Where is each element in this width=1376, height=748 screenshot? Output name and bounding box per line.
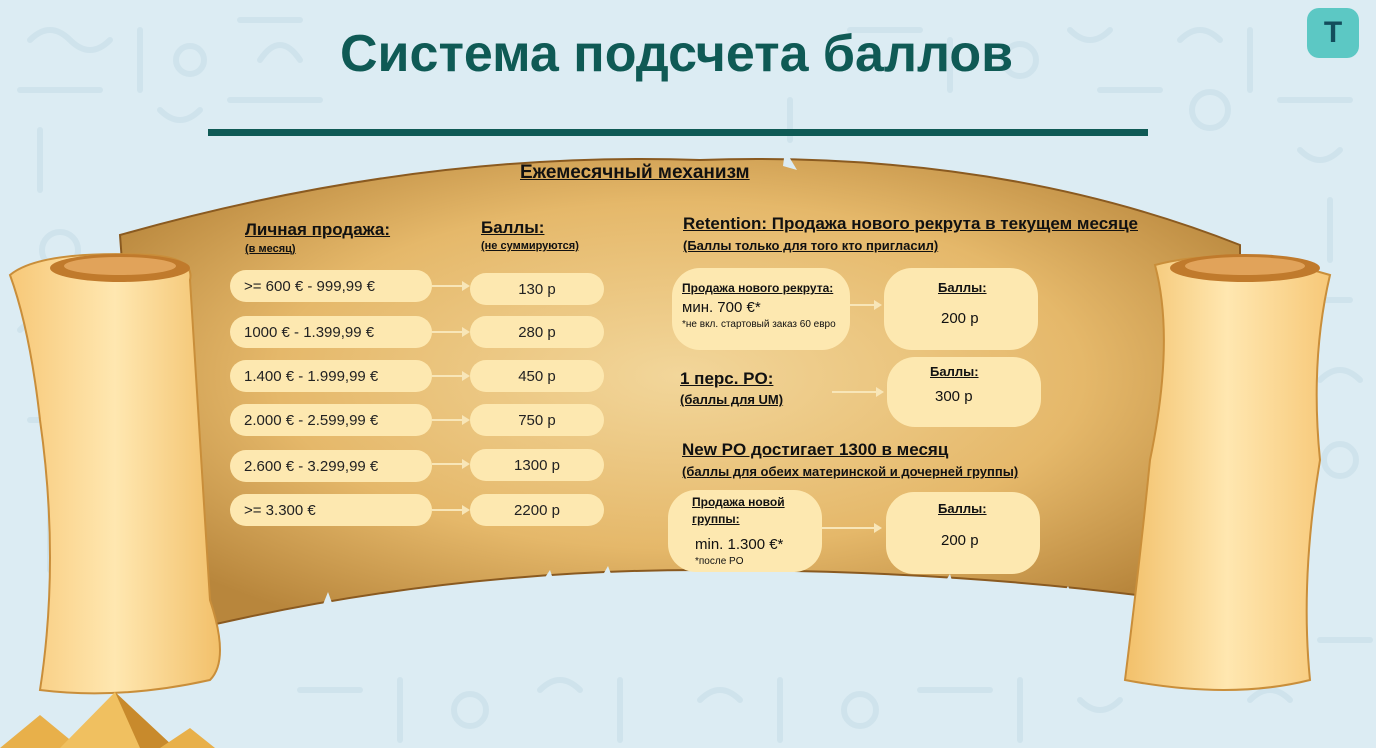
arrow-icon: [850, 304, 880, 306]
points-pill: 130 р: [470, 273, 604, 305]
sales-range-pill: 1.400 € - 1.999,99 €: [230, 360, 432, 392]
group-points-value: 200 р: [941, 532, 979, 549]
arrow-icon: [832, 391, 882, 393]
po-subtitle: (баллы для UM): [680, 392, 784, 407]
po-points-box: [887, 357, 1041, 427]
sales-range-pill: 2.000 € - 2.599,99 €: [230, 404, 432, 436]
arrow-icon: [432, 375, 468, 377]
arrow-icon: [432, 509, 468, 511]
group-box-note: *после PO: [695, 556, 744, 567]
group-box-value: min. 1.300 €*: [695, 536, 784, 553]
recruit-points-label: Баллы:: [938, 280, 987, 295]
po-points-value: 300 р: [935, 388, 973, 405]
group-points-box: [886, 492, 1040, 574]
group-box-title-1: Продажа новой: [692, 495, 785, 509]
retention-subtitle: (Баллы только для того кто пригласил): [683, 238, 939, 253]
recruit-box-title: Продажа нового рекрута:: [682, 281, 834, 295]
arrow-icon: [432, 331, 468, 333]
retention-title: Retention: Продажа нового рекрута в текущем месяце: [683, 214, 1138, 233]
points-pill: 450 р: [470, 360, 604, 392]
logo: [1307, 8, 1359, 58]
recruit-points-value: 200 р: [941, 310, 979, 327]
points-pill: 750 р: [470, 404, 604, 436]
po-title: 1 перс. PO:: [680, 369, 774, 388]
recruit-box-value: мин. 700 €*: [682, 299, 761, 316]
arrow-icon: [432, 419, 468, 421]
sales-range-pill: 1000 € - 1.399,99 €: [230, 316, 432, 348]
newpo-subtitle: (баллы для обеих материнской и дочерней группы): [682, 464, 1019, 479]
group-points-label: Баллы:: [938, 501, 987, 516]
newpo-title: New PO достигает 1300 в месяц: [682, 440, 949, 459]
scroll-heading: Ежемесячный механизм: [520, 162, 750, 183]
points-pill: 280 р: [470, 316, 604, 348]
arrow-icon: [822, 527, 880, 529]
sales-subheader: (в месяц): [245, 243, 296, 255]
points-pill: 1300 р: [470, 449, 604, 481]
po-points-label: Баллы:: [930, 364, 979, 379]
arrow-icon: [432, 285, 468, 287]
sales-range-pill: >= 3.300 €: [230, 494, 432, 526]
points-pill: 2200 р: [470, 494, 604, 526]
points-header: Баллы:: [481, 218, 545, 237]
points-subheader: (не суммируются): [481, 240, 579, 252]
group-box-title-2: группы:: [692, 512, 740, 526]
recruit-points-box: [884, 268, 1038, 350]
sales-header: Личная продажа:: [245, 220, 391, 239]
sales-range-pill: 2.600 € - 3.299,99 €: [230, 450, 432, 482]
sales-range-pill: >= 600 € - 999,99 €: [230, 270, 432, 302]
recruit-box-note: *не вкл. стартовый заказ 60 евро: [682, 319, 836, 330]
recruit-sale-box: [672, 268, 850, 350]
group-sale-box: [668, 490, 822, 572]
title-divider: [208, 129, 1148, 136]
arrow-icon: [432, 463, 468, 465]
logo-letter: T: [1323, 16, 1343, 49]
page-title: Система подсчета баллов: [340, 25, 1014, 83]
